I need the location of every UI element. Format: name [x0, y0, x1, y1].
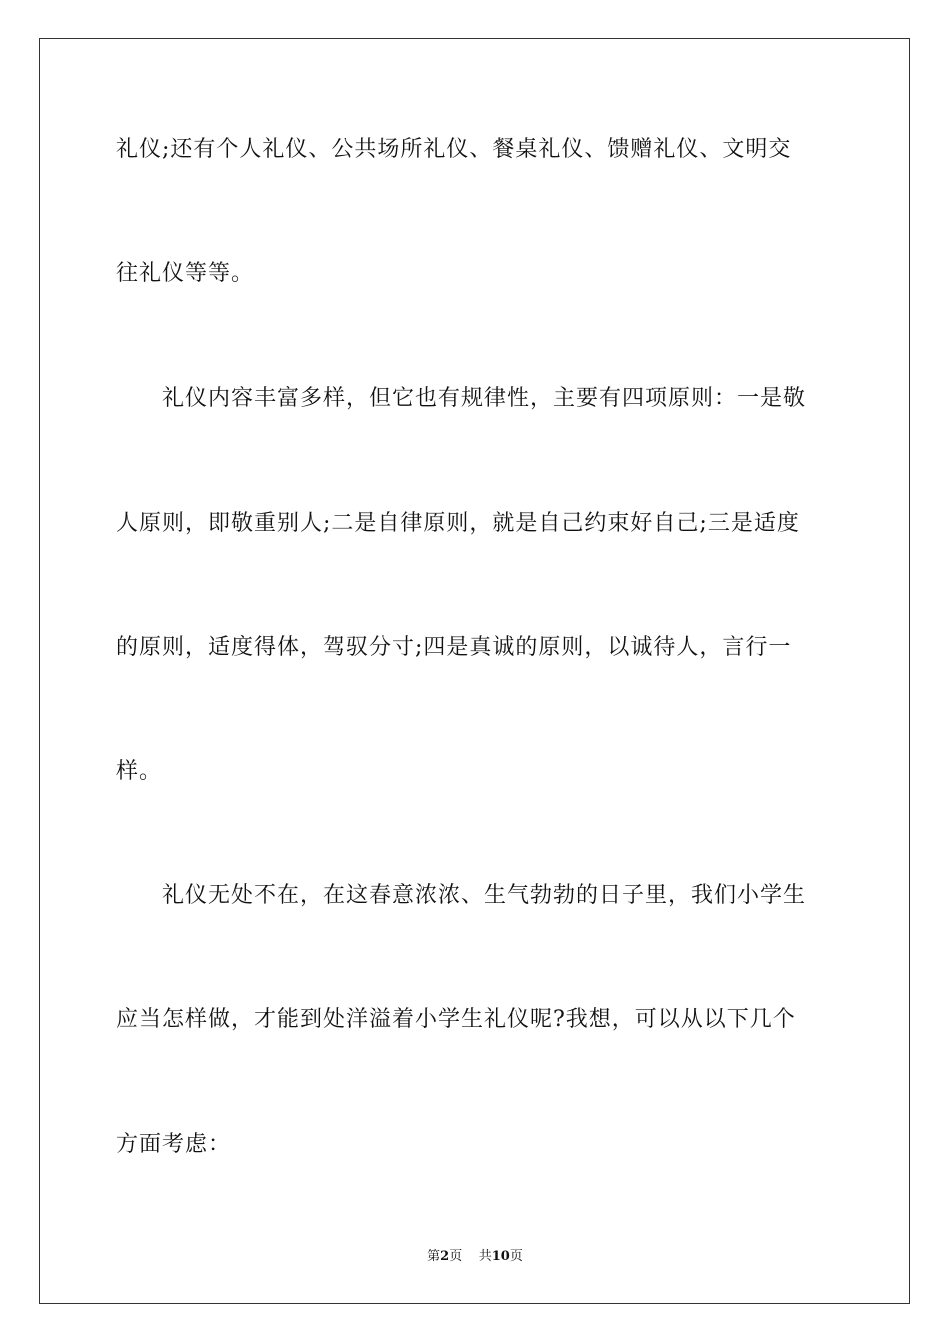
text-line: 礼仪无处不在，在这春意浓浓、生气勃勃的日子里，我们小学生: [116, 883, 807, 908]
text-line: 应当怎样做，才能到处洋溢着小学生礼仪呢?我想，可以从以下几个: [116, 1007, 796, 1032]
text-line: 的原则，适度得体，驾驭分寸;四是真诚的原则，以诚待人，言行一: [116, 635, 792, 660]
page-footer: [0, 1248, 950, 1266]
text-line: 礼仪内容丰富多样，但它也有规律性，主要有四项原则：一是敬: [116, 386, 807, 411]
page-frame: [39, 38, 910, 1304]
text-line: 样。: [116, 759, 163, 784]
total-pages: 10: [491, 1249, 510, 1264]
text-line: 往礼仪等等。: [116, 261, 255, 286]
text-line: 礼仪;还有个人礼仪、公共场所礼仪、餐桌礼仪、馈赠礼仪、文明交: [116, 137, 792, 162]
text-line: 方面考虑：: [116, 1132, 232, 1157]
page-prefix: 第: [427, 1249, 441, 1264]
total-suffix: 页: [509, 1249, 523, 1264]
text-line: 人原则，即敬重别人;二是自律原则，就是自己约束好自己;三是适度: [116, 511, 800, 536]
total-prefix: 共: [478, 1249, 492, 1264]
page-suffix: 页: [449, 1249, 463, 1264]
page-number: 2: [440, 1249, 450, 1264]
